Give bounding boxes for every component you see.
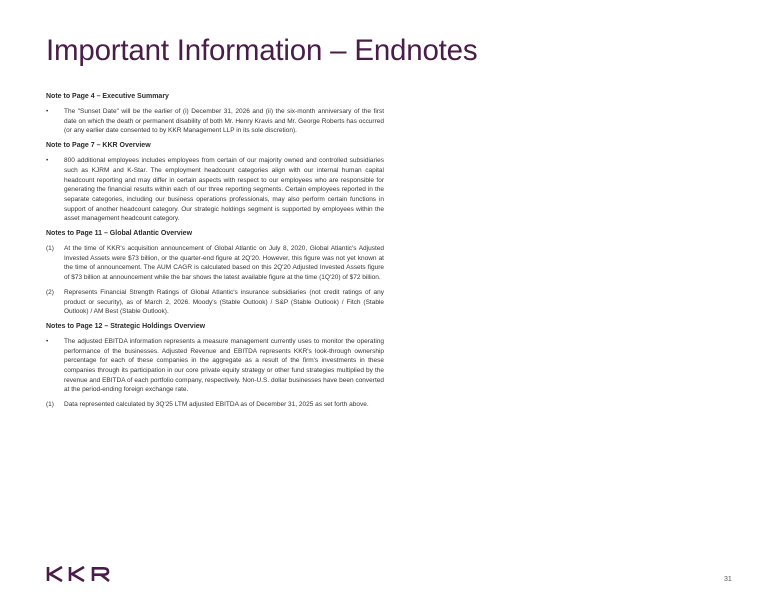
endnote-item <box>46 156 384 224</box>
endnotes-content <box>46 92 384 415</box>
kkr-logo <box>46 566 112 582</box>
endnote-item <box>46 337 384 395</box>
endnote-text: Data represented calculated by 3Q'25 LTM adjusted EBITDA as of December 31, 2025 as set forth above. <box>64 401 369 409</box>
page-title: Important Information – Endnotes <box>46 34 478 67</box>
endnote-text: The adjusted EBITDA information represents a measure management currently uses to monitor the operating performance of the businesses. Adjusted Revenue and EBITDA represents KKR's look-through ownership percentage for each of these companies in the aggregate as a result of the firm's investments in these companies through its participation in our core private equity strategy or other fund strategies multiplied by the revenue and EBITDA of each portfolio company, respectively. Non-U.S. dollar businesses have been converted at the period-ending foreign exchange rate. <box>64 337 384 394</box>
page-number: 31 <box>724 576 732 583</box>
endnote-text: At the time of KKR's acquisition announcement of Global Atlantic on July 8, 2020, Global Atlantic's Adjusted Invested Assets were $73 billion, or the quarter-end figure at 2Q'20. However, this figure was not yet known at the time of announcement. The AUM CAGR is calculated based on this 2Q'20 Adjusted Invested Assets figure of $73 billion at announcement while the bar shows the latest available figure at the time (1Q'20) of $72 billion. <box>64 245 384 282</box>
endnote-section <box>46 229 384 317</box>
endnote-section <box>46 322 384 410</box>
footnote-marker: (1) <box>46 401 54 409</box>
bullet-marker: • <box>46 337 49 345</box>
endnote-text: 800 additional employees includes employees from certain of our majority owned and controlled subsidiaries such as KJRM and K-Star. The employment headcount categories align with our internal human capital headcount reporting and may differ in certain aspects with respect to our employees who are responsible for generating the financial results within each of our three reporting segments. Certain employees reported in the separate categories, including our business operations professionals, may also perform certain functions in support of another headcount category. Our strategic holdings segment is supported by employees within the asset management headcount category. <box>64 157 384 223</box>
endnote-text: Represents Financial Strength Ratings of Global Atlantic's insurance subsidiaries (not credit ratings of any product or security), as of March 2, 2026. Moody's (Stable Outlook) / S&P (Stable Outlook) / Fitch (Stable Outlook) / AM Best (Stable Outlook). <box>64 288 384 316</box>
endnote-section <box>46 141 384 224</box>
section-heading: Notes to Page 11 – Global Atlantic Overview <box>46 230 193 238</box>
endnote-text: The "Sunset Date" will be the earlier of (i) December 31, 2026 and (ii) the six-month anniversary of the first date on which the death or permanent disability of both Mr. Henry Kravis and Mr. George Roberts has occurred (or any earlier date consented to by KKR Management LLP in its sole discretion). <box>64 108 384 135</box>
footnote-marker: (2) <box>46 288 54 296</box>
bullet-marker: • <box>46 108 49 115</box>
endnote-item <box>46 244 384 283</box>
section-heading: Notes to Page 12 – Strategic Holdings Overview <box>46 322 206 330</box>
endnote-item <box>46 288 384 317</box>
section-heading: Note to Page 7 – KKR Overview <box>46 142 151 150</box>
endnote-item <box>46 107 384 136</box>
section-heading: Note to Page 4 – Executive Summary <box>46 93 169 100</box>
bullet-marker: • <box>46 157 49 165</box>
footnote-marker: (1) <box>46 245 54 253</box>
endnote-item <box>46 400 384 410</box>
endnote-section <box>46 92 384 136</box>
